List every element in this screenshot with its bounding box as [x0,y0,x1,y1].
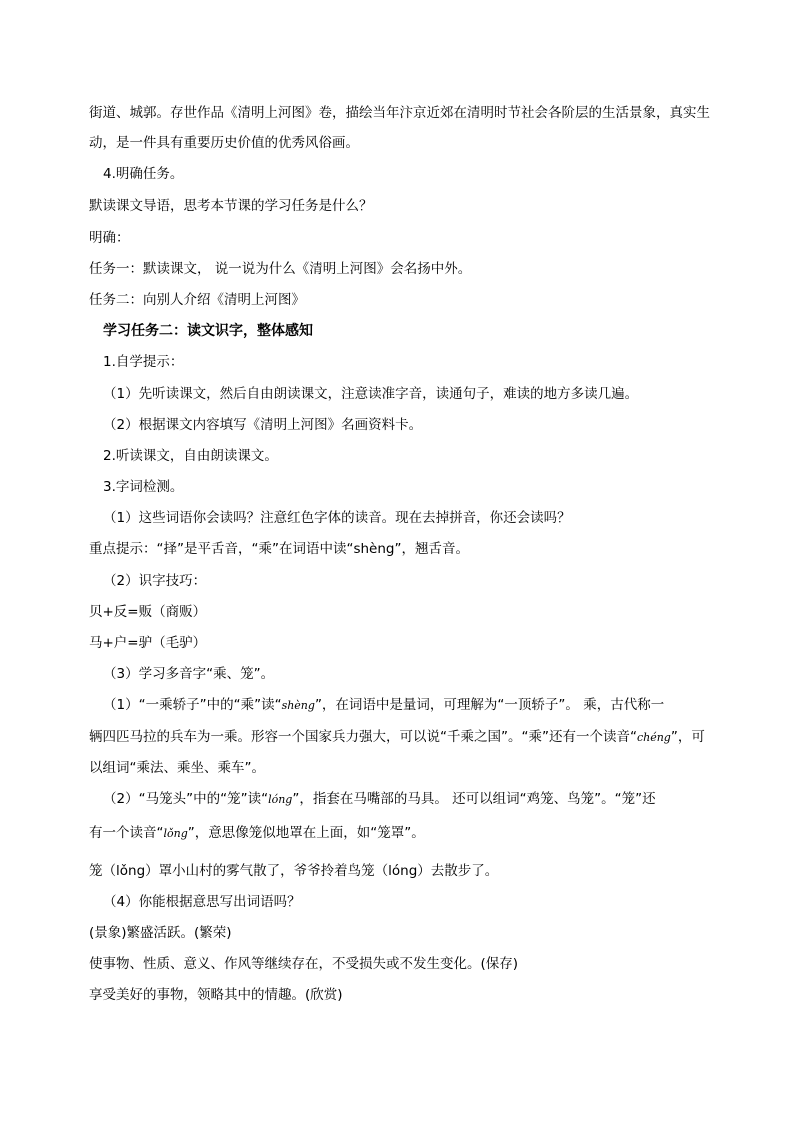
paragraph-line: （2）根据课文内容填写《清明上河图》名画资料卡。 [103,417,423,433]
paragraph-line: （3）学习多音字“乘、笼”。 [103,666,275,682]
paragraph-line: 使事物、性质、意义、作风等继续存在，不受损失或不发生变化。(保存) [89,956,519,972]
paragraph-line: 4.明确任务。 [103,166,184,182]
paragraph-line [103,696,664,715]
paragraph-line: 默读课文导语，思考本节课的学习任务是什么？ [89,198,373,214]
text-segment: （2）“马笼头”中的“笼”读“ [103,791,269,807]
paragraph-line: 2.听读课文，自由朗读课文。 [103,448,278,464]
paragraph-line: 街道、城郭。存世作品《清明上河图》卷，描绘当年汴京近郊在清明时节社会各阶层的生活景象，真实生 [89,105,710,121]
paragraph-line: （2）识字技巧： [103,573,207,589]
paragraph-line: 任务一：默读课文， 说一说为什么《清明上河图》会名扬中外。 [89,261,472,277]
paragraph-line: 马+户=驴（毛驴） [89,635,207,651]
paragraph-line: 享受美好的事物，领略其中的情趣。(欣赏) [89,987,343,1003]
paragraph-line: （4）你能根据意思写出词语吗？ [103,894,301,910]
paragraph-line: 以组词“乘法、乘坐、乘车”。 [89,760,265,776]
paragraph-line: （1）这些词语你会读吗？注意红色字体的读音。现在去掉拼音，你还会读吗？ [103,510,571,526]
text-segment: （1）“一乘轿子”中的“乘”读“ [103,697,282,713]
text-segment: ”，指套在马嘴部的马具。 还可以组词“鸡笼、鸟笼”。“笼”还 [292,791,656,807]
section-heading: 学习任务二：读文识字，整体感知 [103,323,313,339]
paragraph-line: 1.自学提示： [103,354,184,370]
paragraph-line: 重点提示：“择”是平舌音，“乘”在词语中读“shèng”，翘舌音。 [89,541,469,557]
paragraph-line: 笼（lǒng）罩小山村的雾气散了，爷爷拎着鸟笼（lóng）去散步了。 [89,863,499,879]
paragraph-line: 明确： [89,230,130,246]
text-segment: ”，可 [670,729,705,745]
pinyin: lóng [268,793,293,806]
text-segment: 辆四匹马拉的兵车为一乘。形容一个国家兵力强大，可以说“千乘之国”。“乘”还有一个读音“ [89,729,637,745]
text-segment: ”，在词语中是量词，可理解为“一顶轿子”。 乘，古代称一 [314,697,665,713]
paragraph-line: 动，是一件具有重要历史价值的优秀风俗画。 [89,135,359,151]
paragraph-line [89,824,425,843]
paragraph-line: 任务二：向别人介绍《清明上河图》 [89,292,305,308]
pinyin: lǒng [163,827,188,840]
paragraph-line: 3.字词检测。 [103,479,184,495]
text-segment: 有一个读音“ [89,825,164,841]
paragraph-line [103,790,656,809]
pinyin: shèng [281,699,315,712]
paragraph-line [89,728,705,747]
paragraph-line: 贝+反=贩（商贩） [89,604,207,620]
pinyin: chéng [636,731,671,744]
text-segment: ”，意思像笼似地罩在上面，如“笼罩”。 [187,825,425,841]
paragraph-line: (景象)繁盛活跃。(繁荣) [89,925,232,941]
paragraph-line: （1）先听读课文，然后自由朗读课文，注意读准字音，读通句子，难读的地方多读几遍。 [103,386,639,402]
